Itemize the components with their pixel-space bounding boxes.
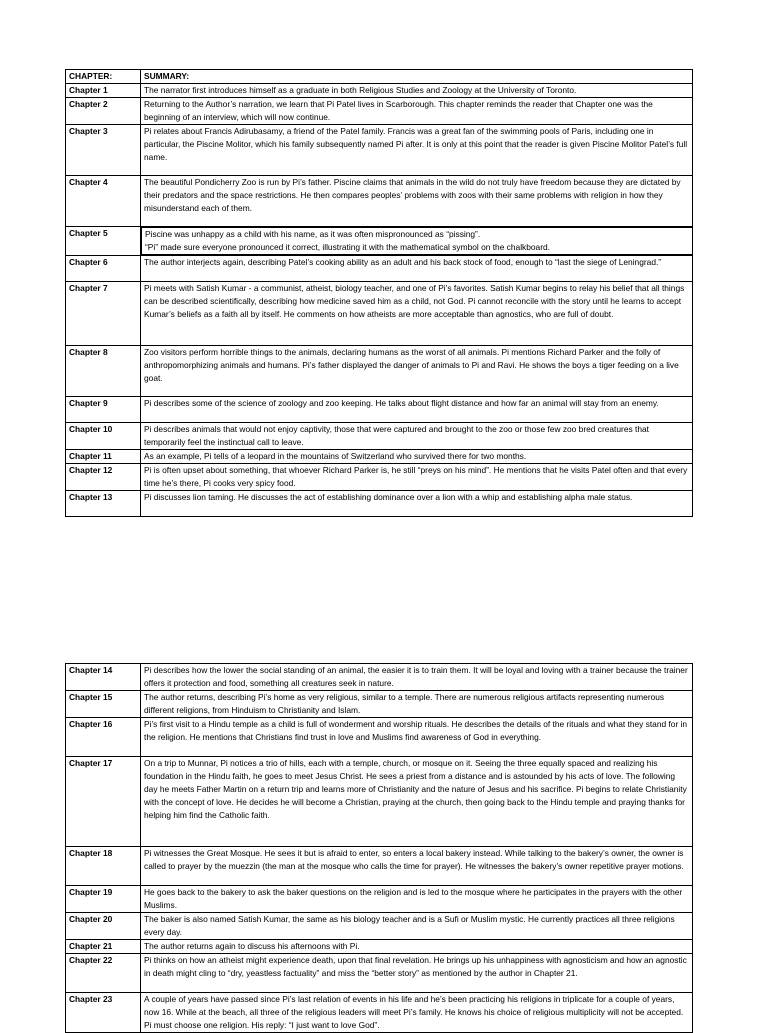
table-row <box>66 491 693 517</box>
table-row <box>66 397 693 423</box>
chapter-summary: Zoo visitors perform horrible things to the animals, declaring humans as the worst of all animals. Pi mentions Richard Parker and the folly of anthropomorphizing animals and humans. Pi’s father displayed the danger of animals to Pi and Ravi. He shows the boys a tiger feeding on a live goat. <box>141 346 693 397</box>
chapter-label: Chapter 6 <box>66 256 141 282</box>
chapter-summary: Pi is often upset about something, that whoever Richard Parker is, he still “preys on his mind”. He mentions that he visits Patel often and that every time he’s there, Pi cooks very spicy food. <box>141 464 693 491</box>
table-header-row <box>66 70 693 84</box>
chapter-label: Chapter 4 <box>66 176 141 227</box>
chapter-summary: Pi meets with Satish Kumar - a communist, atheist, biology teacher, and one of Pi’s favorites. Satish Kumar begins to relay his belief that all things can be described scientifically, describing how medicine saved him as a child, not God. Pi cannot reconcile with the story until he learns to accept Kumar’s beliefs as a faith all by itself. He comments on how atheists are more acceptable than agnostics, who are full of doubt. <box>141 282 693 346</box>
chapter-summary: Pi relates about Francis Adirubasamy, a friend of the Patel family. Francis was a great fan of the swimming pools of Paris, including one in particular, the Piscine Molitor, which his family subsequently named Pi after. It is only at this point that the reader is given Piscine Molitor Patel’s full name. <box>141 125 693 176</box>
chapter-label: Chapter 1 <box>66 84 141 98</box>
table-row <box>66 664 693 691</box>
chapter-summary: He goes back to the bakery to ask the baker questions on the religion and is led to the mosque where he participates in the prayers with the other Muslims. <box>141 886 693 913</box>
header-chapter: CHAPTER: <box>66 70 141 84</box>
chapter-label: Chapter 15 <box>66 691 141 718</box>
chapter-summary: The narrator first introduces himself as a graduate in both Religious Studies and Zoology at the University of Toronto. <box>141 84 693 98</box>
summary-table-1 <box>65 69 693 517</box>
chapter-summary: A couple of years have passed since Pi’s last relation of events in his life and he’s been practicing his religions in triplicate for a couple of years, now 16. While at the beach, all three of the religious leaders will meet Pi’s family. He knows his choice of religious multiplicity will not be accepted. Pi must choose one religion. His reply: “I just want to love God”. <box>141 993 693 1033</box>
table-row <box>66 691 693 718</box>
chapter-label: Chapter 9 <box>66 397 141 423</box>
table-row <box>66 282 693 346</box>
chapter-label: Chapter 16 <box>66 718 141 757</box>
chapter-summary: Pi discusses lion taming. He discusses the act of establishing dominance over a lion with a whip and establishing alpha male status. <box>141 491 693 517</box>
table-row <box>66 464 693 491</box>
chapter-label: Chapter 14 <box>66 664 141 691</box>
chapter-label: Chapter 10 <box>66 423 141 450</box>
summary-table-2 <box>65 663 693 1033</box>
chapter-label: Chapter 12 <box>66 464 141 491</box>
chapter-label: Chapter 22 <box>66 954 141 993</box>
chapter-summary: The author returns again to discuss his afternoons with Pi. <box>141 940 693 954</box>
header-summary: SUMMARY: <box>141 70 693 84</box>
chapter-summary: The author returns, describing Pi’s home as very religious, similar to a temple. There are numerous religious artifacts representing numerous different religions, from Hinduism to Christianity and Islam. <box>141 691 693 718</box>
table-row <box>66 886 693 913</box>
chapter-summary: Returning to the Author’s narration, we learn that Pi Patel lives in Scarborough. This chapter reminds the reader that Chapter one was the beginning of an interview, which will now continue. <box>141 98 693 125</box>
chapter-summary: The baker is also named Satish Kumar, the same as his biology teacher and is a Sufi or Muslim mystic. He currently practices all three religions every day. <box>141 913 693 940</box>
table-row <box>66 227 693 256</box>
table-row <box>66 913 693 940</box>
chapter-label: Chapter 18 <box>66 847 141 886</box>
chapter-summary: Pi describes animals that would not enjoy captivity, those that were captured and brought to the zoo or those few zoo bred creatures that temporarily feel the instinctual call to leave. <box>141 423 693 450</box>
chapter-summary: Pi thinks on how an atheist might experience death, upon that final revelation. He brings up his unhappiness with agnosticism and how an agnostic in death might cling to “dry, yeastless factuality” and miss the “better story” as mentioned by the author in Chapter 21. <box>141 954 693 993</box>
table-row <box>66 176 693 227</box>
chapter-label: Chapter 13 <box>66 491 141 517</box>
table-row <box>66 125 693 176</box>
table-row <box>66 423 693 450</box>
chapter-summary: On a trip to Munnar, Pi notices a trio of hills, each with a temple, church, or mosque on it. Seeing the three equally spaced and realizing his foundation in the Hindu faith, he goes to meet Jesus Christ. He sees a priest from a distance and is astounded by his acts of love. The following day he meets Father Martin on a return trip and learns more of Christianity and the nature of Jesus and his sacrifice. Pi begins to relate Christianity with the concept of love. He decides he will become a Christian, praying at the church, then going back to the Hindu temple and praying thanks for helping him find the Catholic faith. <box>141 757 693 847</box>
table-row <box>66 84 693 98</box>
chapter-summary: The author interjects again, describing Patel’s cooking ability as an adult and his back stock of food, enough to “last the siege of Leningrad.” <box>141 256 693 282</box>
chapter-summary: Piscine was unhappy as a child with his name, as it was often mispronounced as “pissing”. “Pi” made sure everyone pronounced it correct, illustrating it with the mathematical symbol on the chalkboard. <box>141 227 693 255</box>
chapter-label: Chapter 8 <box>66 346 141 397</box>
chapter-label: Chapter 7 <box>66 282 141 346</box>
chapter-label: Chapter 2 <box>66 98 141 125</box>
chapter-label: Chapter 3 <box>66 125 141 176</box>
table-row <box>66 450 693 464</box>
table-row <box>66 940 693 954</box>
table-row <box>66 757 693 847</box>
table-row <box>66 847 693 886</box>
chapter-summary: Pi witnesses the Great Mosque. He sees it but is afraid to enter, so enters a local bakery instead. While talking to the bakery’s owner, the owner is called to prayer by the muezzin (the man at the mosque who calls the time for prayer). He witnesses the bakery’s owner repetitive prayer motions. <box>141 847 693 886</box>
chapter-label: Chapter 17 <box>66 757 141 847</box>
chapter-summary: As an example, Pi tells of a leopard in the mountains of Switzerland who survived there for two months. <box>141 450 693 464</box>
chapter-label: Chapter 19 <box>66 886 141 913</box>
chapter-summary: Pi describes some of the science of zoology and zoo keeping. He talks about flight distance and how far an animal will stay from an enemy. <box>141 397 693 423</box>
chapter-summary: The beautiful Pondicherry Zoo is run by Pi’s father. Piscine claims that animals in the wild do not truly have freedom because they are dictated by their predators and the space restrictions. He then compares peoples’ problems with zoos with their same problems with religion in how they misunderstand each of them. <box>141 176 693 227</box>
chapter-summary: Pi describes how the lower the social standing of an animal, the easier it is to train them. It will be loyal and loving with a trainer because the trainer offers it protection and food, something all creatures seek in nature. <box>141 664 693 691</box>
table-row <box>66 98 693 125</box>
chapter-label: Chapter 5 <box>66 227 141 256</box>
table-row <box>66 256 693 282</box>
chapter-summary: Pi’s first visit to a Hindu temple as a child is full of wonderment and worship rituals. He describes the details of the rituals and what they stand for in the religion. He mentions that Christians find trust in love and Muslims find awareness of God in everything. <box>141 718 693 757</box>
table-row <box>66 346 693 397</box>
table-row <box>66 993 693 1033</box>
chapter-label: Chapter 11 <box>66 450 141 464</box>
chapter-label: Chapter 23 <box>66 993 141 1033</box>
table-row <box>66 718 693 757</box>
chapter-label: Chapter 20 <box>66 913 141 940</box>
chapter-label: Chapter 21 <box>66 940 141 954</box>
table-row <box>66 954 693 993</box>
